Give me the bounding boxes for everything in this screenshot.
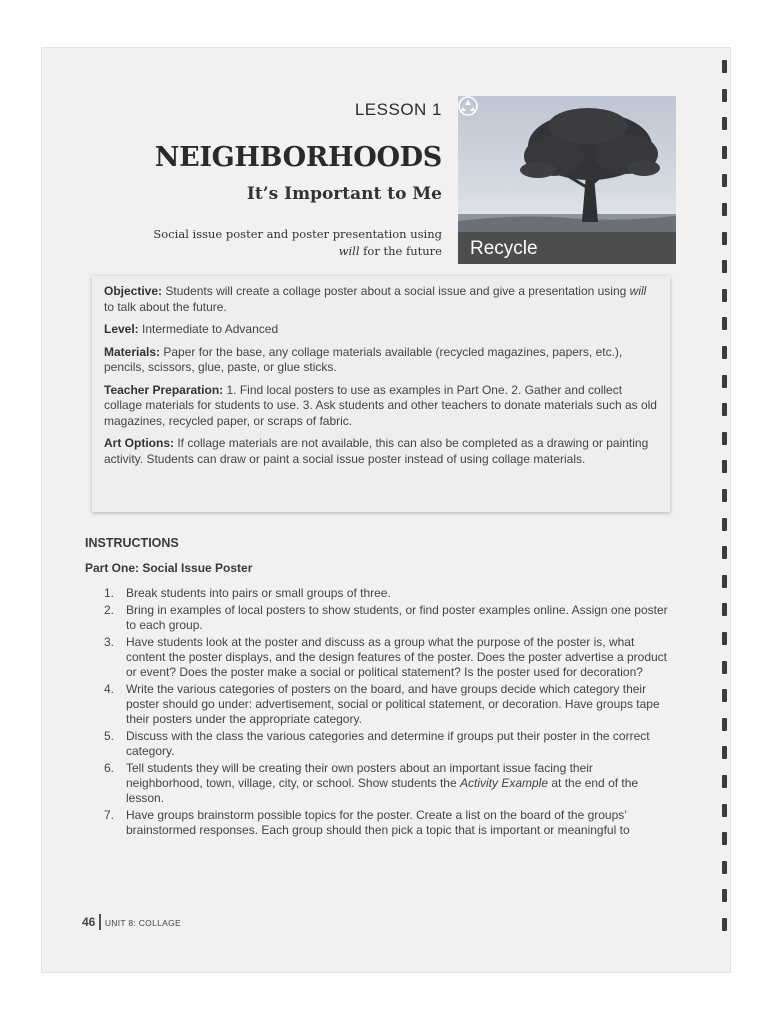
binding-ring — [722, 775, 727, 788]
lesson-title: NEIGHBORHOODS — [154, 142, 442, 173]
objective-label: Objective: — [104, 284, 163, 298]
binding-ring — [722, 346, 727, 359]
binding-ring — [722, 661, 727, 674]
level-label: Level: — [104, 322, 139, 336]
binding-ring — [722, 89, 727, 102]
binding-ring — [722, 918, 727, 931]
teacher-prep-paragraph — [104, 383, 658, 430]
art-options-text: If collage materials are not available, this can also be completed as a drawing or painting activity. Students can draw or paint a social issue poster instead of using collage materials. — [104, 436, 649, 466]
level-paragraph — [104, 322, 658, 338]
binding-ring — [722, 460, 727, 473]
step-text-b: at the end of the lesson. — [126, 776, 639, 805]
binding-ring — [722, 117, 727, 130]
binding-ring — [722, 804, 727, 817]
lesson-label: LESSON 1 — [354, 100, 442, 119]
materials-text: Paper for the base, any collage materials available (recycled magazines, papers, etc.), pencils, scissors, glue, paste, or glue sticks. — [104, 344, 623, 374]
step-text: Discuss with the class the various categories and determine if groups put their poster in the correct category. — [126, 729, 650, 758]
binding-ring — [722, 603, 727, 616]
recycle-icon — [458, 96, 478, 116]
step-text-a: Tell students they will be creating their own posters about an important issue facing their neighborhood, town, village, city, or school. Show students the — [126, 761, 593, 790]
lesson-description-line1: Social issue poster and poster presentation using — [153, 227, 442, 241]
binding-ring — [722, 317, 727, 330]
materials-label: Materials: — [104, 344, 161, 359]
binding-ring — [722, 689, 727, 702]
binding-ring — [722, 832, 727, 845]
step-number: 5. — [104, 729, 115, 743]
lesson-subtitle: It’s Important to Me — [246, 184, 442, 204]
materials-paragraph — [104, 345, 658, 376]
binding-ring — [722, 575, 727, 588]
step-text: Write the various categories of posters on the board, and have groups decide which category their poster should go under: advertisement, social or political statement, or decoration. Have groups tape their posters under the appropriate category. — [126, 682, 660, 726]
step-text: Have groups brainstorm possible topics for the poster. Create a list on the board of the groups’ brainstormed responses. Each group should then pick a topic that is important or meaningful to — [126, 808, 630, 837]
objective-text-a: Students will create a collage poster about a social issue and give a presentation using — [162, 284, 630, 298]
binding-ring — [722, 403, 727, 416]
binding-ring — [722, 232, 727, 245]
binding-ring — [722, 203, 727, 216]
step-item — [104, 729, 672, 759]
binding-ring — [722, 518, 727, 531]
step-text: Bring in examples of local posters to show students, or find poster examples online. Assign one poster to each group. — [126, 603, 668, 632]
art-options-paragraph — [104, 436, 658, 467]
binding-ring — [722, 489, 727, 502]
step-number: 6. — [104, 761, 115, 775]
step-item — [104, 808, 672, 838]
lesson-description-line2: for the future — [359, 244, 442, 258]
binding-ring — [722, 861, 727, 874]
lesson-description-will: will — [338, 244, 360, 258]
footer-unit-label: UNIT 8: COLLAGE — [104, 918, 182, 928]
objective-will: will — [629, 284, 647, 298]
binding-ring — [722, 60, 727, 73]
page-number: 46 — [82, 915, 96, 929]
binding-ring — [722, 546, 727, 559]
binding-ring — [722, 432, 727, 445]
step-item — [104, 603, 672, 633]
objective-paragraph — [104, 284, 658, 315]
binding-ring — [722, 746, 727, 759]
step-item — [104, 635, 672, 680]
instructions-heading: INSTRUCTIONS — [85, 536, 179, 550]
step-number: 1. — [104, 586, 115, 600]
binding-ring — [722, 375, 727, 388]
objective-box — [92, 276, 670, 512]
binding-ring — [722, 146, 727, 159]
teacher-prep-text: 1. Find local posters to use as examples in Part One. 2. Gather and collect collage materials for students to use. 3. Ask students and other teachers to donate materials such as old magazines, recycled paper, or scraps of fabric. — [104, 382, 657, 428]
part-one-heading: Part One: Social Issue Poster — [85, 561, 253, 575]
binding-ring — [722, 174, 727, 187]
binding-ring — [722, 289, 727, 302]
page-footer — [82, 913, 181, 931]
binding-ring — [722, 889, 727, 902]
binding-ring — [722, 632, 727, 645]
step-item — [104, 761, 672, 806]
lesson-description — [153, 226, 442, 260]
objective-text-b: to talk about the future. — [104, 299, 227, 314]
binding-ring — [722, 718, 727, 731]
footer-divider — [99, 914, 101, 930]
art-options-label: Art Options: — [104, 436, 174, 450]
instruction-steps — [104, 586, 672, 840]
step-number: 3. — [104, 635, 115, 649]
teacher-prep-label: Teacher Preparation: — [104, 382, 224, 397]
step-text: Break students into pairs or small groups of three. — [126, 586, 391, 600]
step-number: 2. — [104, 603, 115, 617]
activity-example-text: Activity Example — [459, 776, 549, 790]
step-item — [104, 586, 672, 601]
binding-ring — [722, 260, 727, 273]
photo-caption: Recycle — [470, 238, 538, 259]
step-number: 4. — [104, 682, 115, 696]
step-item — [104, 682, 672, 727]
spiral-binding — [718, 60, 732, 960]
level-text: Intermediate to Advanced — [138, 322, 279, 336]
step-text: Have students look at the poster and discuss as a group what the purpose of the poster is, what content the poster displays, and the design features of the poster. Does the poster advertise a product or event? Does the poster make a social or political statement? Is the poster used for decoration? — [126, 635, 668, 679]
tree-photo — [458, 96, 676, 264]
step-number: 7. — [104, 808, 115, 822]
